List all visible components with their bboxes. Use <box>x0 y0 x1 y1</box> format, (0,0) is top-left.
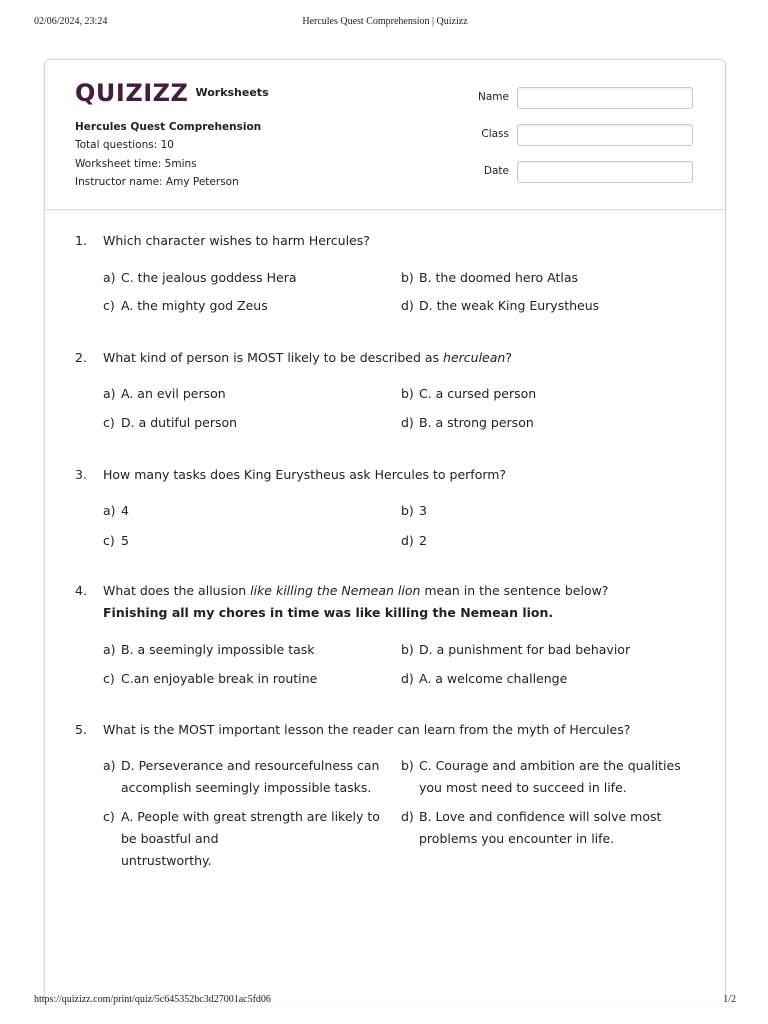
option-letter: a) <box>103 642 116 657</box>
date-label: Date <box>483 165 509 177</box>
print-datetime: 02/06/2024, 23:24 <box>34 16 108 27</box>
option-text-line: A. People with great strength are likely to be boastful and <box>121 809 380 846</box>
question-text: Which character wishes to harm Hercules? <box>103 233 370 248</box>
option-letter: b) <box>401 758 414 773</box>
print-footer <box>34 994 736 1008</box>
name-label: Name <box>478 91 509 103</box>
option-letter: a) <box>103 270 116 285</box>
option-text: B. a seemingly impossible task <box>121 642 315 657</box>
option-text: 3 <box>419 503 427 518</box>
option-letter: d) <box>401 415 414 430</box>
option-text: 4 <box>121 503 129 518</box>
name-field[interactable] <box>517 87 693 109</box>
option-text-line: untrustworthy. <box>121 853 212 868</box>
option-text: B. Love and confidence will solve most problems you encounter in life. <box>419 809 662 846</box>
option-text: C. the jealous goddess Hera <box>121 270 297 285</box>
option-letter: a) <box>103 386 116 401</box>
option-letter: c) <box>103 809 115 824</box>
option-text: A. an evil person <box>121 386 226 401</box>
option-letter: b) <box>401 503 414 518</box>
print-url: https://quizizz.com/print/quiz/5c645352bc3d27001ac5fd06 <box>34 994 271 1005</box>
option-text: D. a punishment for bad behavior <box>419 642 631 657</box>
question-number: 1. <box>75 233 87 248</box>
logo-subtitle: Worksheets <box>195 85 269 99</box>
print-page-number: 1/2 <box>723 994 736 1005</box>
question-number: 5. <box>75 722 87 737</box>
question-quoted-sentence: Finishing all my chores in time was like killing the Nemean lion. <box>103 605 554 620</box>
question-text: What is the MOST important lesson the reader can learn from the myth of Hercules? <box>103 722 631 737</box>
total-questions: Total questions: 10 <box>75 139 174 152</box>
question-text-emphasis: like killing the Nemean lion <box>250 583 421 598</box>
quizizz-logo <box>75 80 269 106</box>
option-letter: c) <box>103 415 115 430</box>
option-text: 2 <box>419 533 427 548</box>
option-letter: c) <box>103 533 115 548</box>
option-letter: c) <box>103 298 115 313</box>
option-letter: d) <box>401 533 414 548</box>
option-letter: d) <box>401 298 414 313</box>
question-number: 3. <box>75 467 87 482</box>
option-text: D. a dutiful person <box>121 415 238 430</box>
option-letter: b) <box>401 386 414 401</box>
option-letter: a) <box>103 503 116 518</box>
question-text-part: ? <box>505 350 512 365</box>
worksheet-header <box>45 60 725 210</box>
option-text: A. a welcome challenge <box>419 671 568 686</box>
option-text: C. a cursed person <box>419 386 537 401</box>
option-text: D. the weak King Eurystheus <box>419 298 600 313</box>
worksheet-time: Worksheet time: 5mins <box>75 157 197 170</box>
option-text: D. Perseverance and resourcefulness can accomplish seemingly impossible tasks. <box>121 758 380 795</box>
worksheet-card <box>44 59 726 1000</box>
question-number: 4. <box>75 583 87 598</box>
class-label: Class <box>481 128 509 140</box>
option-letter: d) <box>401 671 414 686</box>
option-letter: d) <box>401 809 414 824</box>
option-letter: a) <box>103 758 116 773</box>
option-text: B. the doomed hero Atlas <box>419 270 578 285</box>
option-text: A. the mighty god Zeus <box>121 298 268 313</box>
option-letter: b) <box>401 270 414 285</box>
option-text: C. Courage and ambition are the qualities you most need to succeed in life. <box>419 758 681 795</box>
question-number: 2. <box>75 350 87 365</box>
option-text: C.an enjoyable break in routine <box>121 671 318 686</box>
logo-wordmark: QUIZIZZ <box>75 79 189 107</box>
option-text: 5 <box>121 533 129 548</box>
worksheet-meta <box>75 118 261 191</box>
question-text <box>103 580 703 624</box>
option-text: B. a strong person <box>419 415 534 430</box>
question-text-part: What kind of person is MOST likely to be described as <box>103 350 444 365</box>
instructor-name: Instructor name: Amy Peterson <box>75 175 239 188</box>
date-field[interactable] <box>517 161 693 183</box>
question-text-emphasis: herculean <box>443 350 506 365</box>
print-header <box>34 16 736 30</box>
question-text-part: What does the allusion <box>103 583 251 598</box>
question-text: How many tasks does King Eurystheus ask Hercules to perform? <box>103 467 507 482</box>
option-text <box>121 806 396 872</box>
question-text <box>103 347 703 369</box>
print-page-title: Hercules Quest Comprehension | Quizizz <box>302 16 468 27</box>
worksheet-title: Hercules Quest Comprehension <box>75 121 262 133</box>
option-letter: c) <box>103 671 115 686</box>
class-field[interactable] <box>517 124 693 146</box>
question-text-part: mean in the sentence below? <box>420 583 609 598</box>
option-letter: b) <box>401 642 414 657</box>
